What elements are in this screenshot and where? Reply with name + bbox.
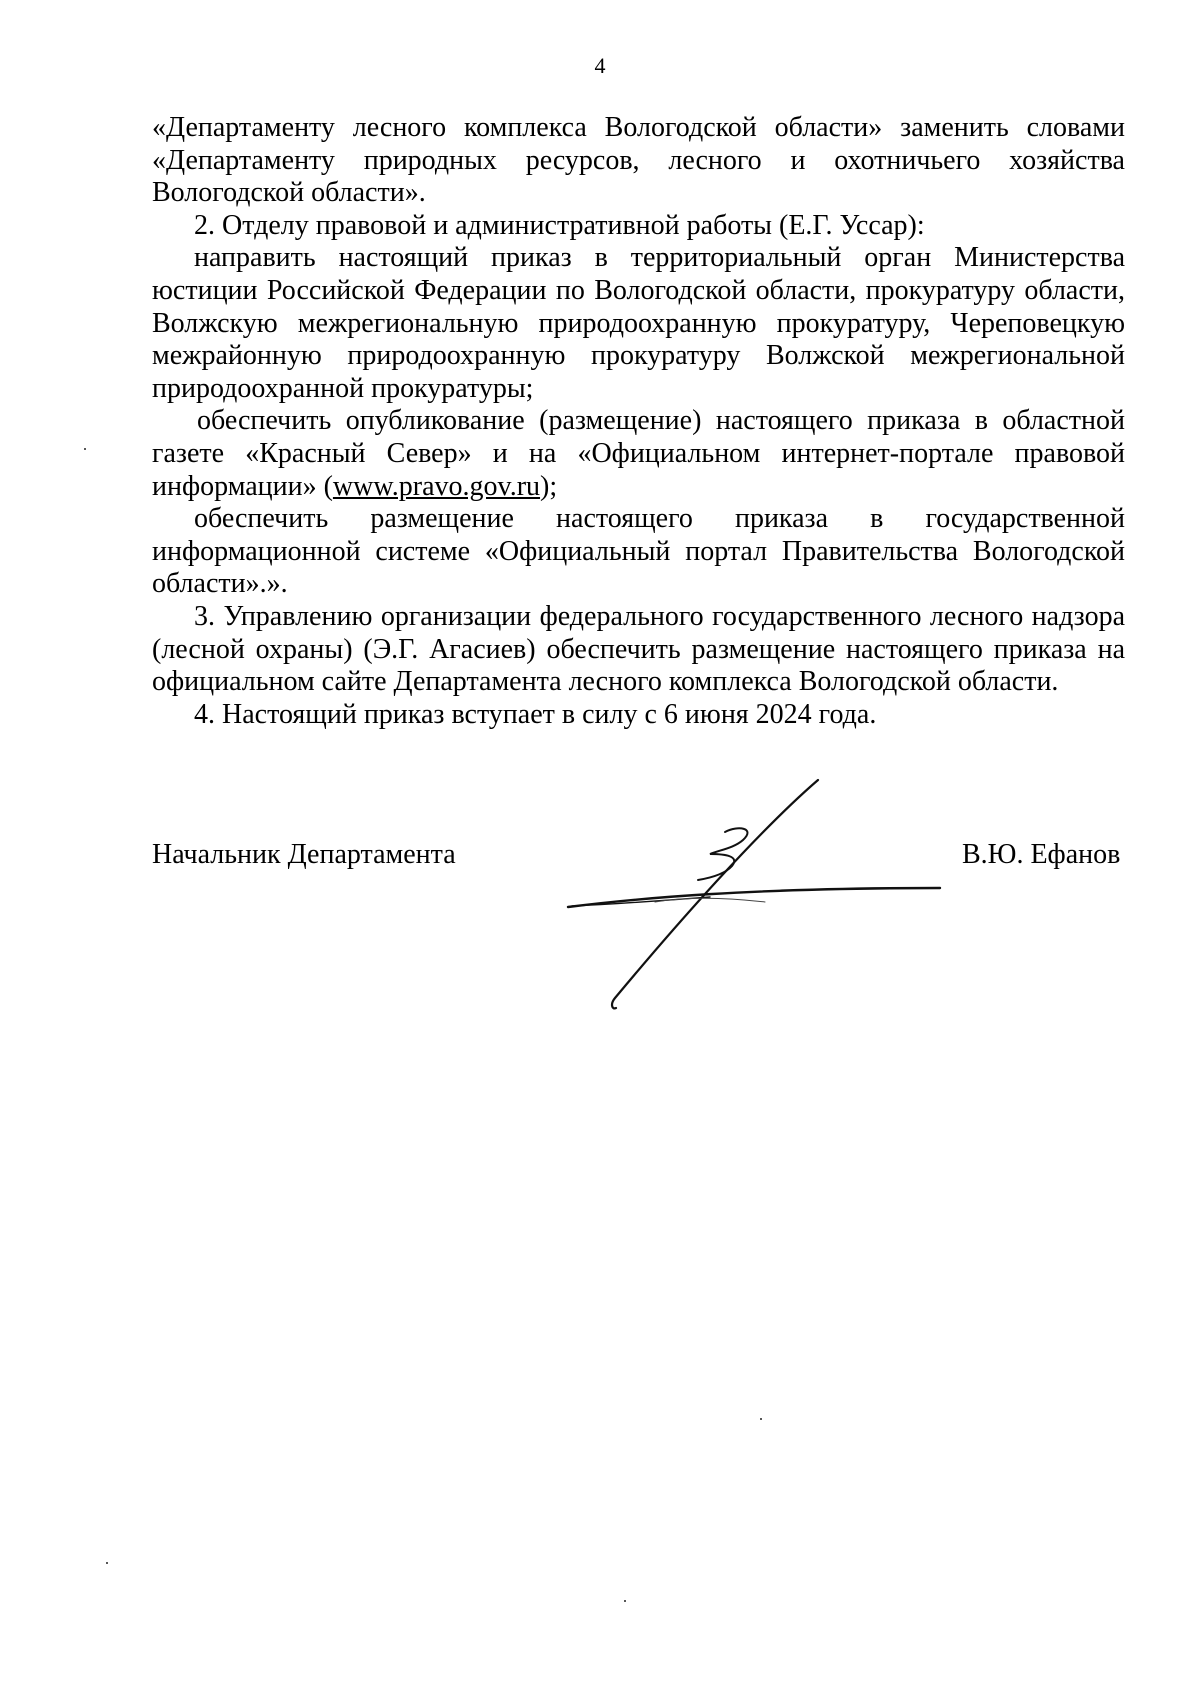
publish-text-end: ); (540, 470, 558, 502)
scan-speck (624, 1600, 626, 1602)
document-body (152, 112, 1125, 731)
signatory-name: В.Ю. Ефанов (962, 839, 1121, 870)
signatory-title: Начальник Департамента (152, 839, 456, 870)
paragraph-replacement-text: «Департаменту лесного комплекса Вологодской области» заменить словами «Департаменту природных ресурсов, лесного и охотничьего хозяйства Вологодской области». (152, 112, 1125, 209)
handwritten-signature (560, 770, 960, 1010)
scan-speck (106, 1562, 108, 1564)
paragraph-publish-order (152, 405, 1125, 503)
scan-speck (84, 448, 86, 450)
paragraph-item-2: 2. Отделу правовой и административной работы (Е.Г. Уссар): (194, 209, 925, 241)
publish-text-start: обеспечить опубликование (размещение) настоящего приказа в областной газете «Красный Север» и на «Официальном интернет-портале правовой информации» ( (152, 405, 1125, 502)
paragraph-send-order: направить настоящий приказ в территориальный орган Министерства юстиции Российской Федерации по Вологодской области, прокуратуру области, Волжскую межрегиональную природоохранную прокуратуру, Череповецкую межрайонную природоохранную прокуратуру Волжской межрегиональной природоохранной прокуратуры; (152, 242, 1125, 404)
scan-speck (760, 1418, 762, 1420)
paragraph-placement-gis: обеспечить размещение настоящего приказа в государственной информационной системе «Официальный портал Правительства Вологодской области».». (152, 503, 1125, 600)
pravo-link[interactable]: www.pravo.gov.ru (332, 470, 541, 502)
page-number: 4 (594, 53, 606, 78)
paragraph-item-3: 3. Управлению организации федерального государственного лесного надзора (лесной охраны) (Э.Г. Агасиев) обеспечить размещение настоящего приказа на официальном сайте Департамента лесного комплекса Вологодской области. (152, 600, 1125, 698)
paragraph-item-4: 4. Настоящий приказ вступает в силу с 6 июня 2024 года. (194, 698, 877, 730)
